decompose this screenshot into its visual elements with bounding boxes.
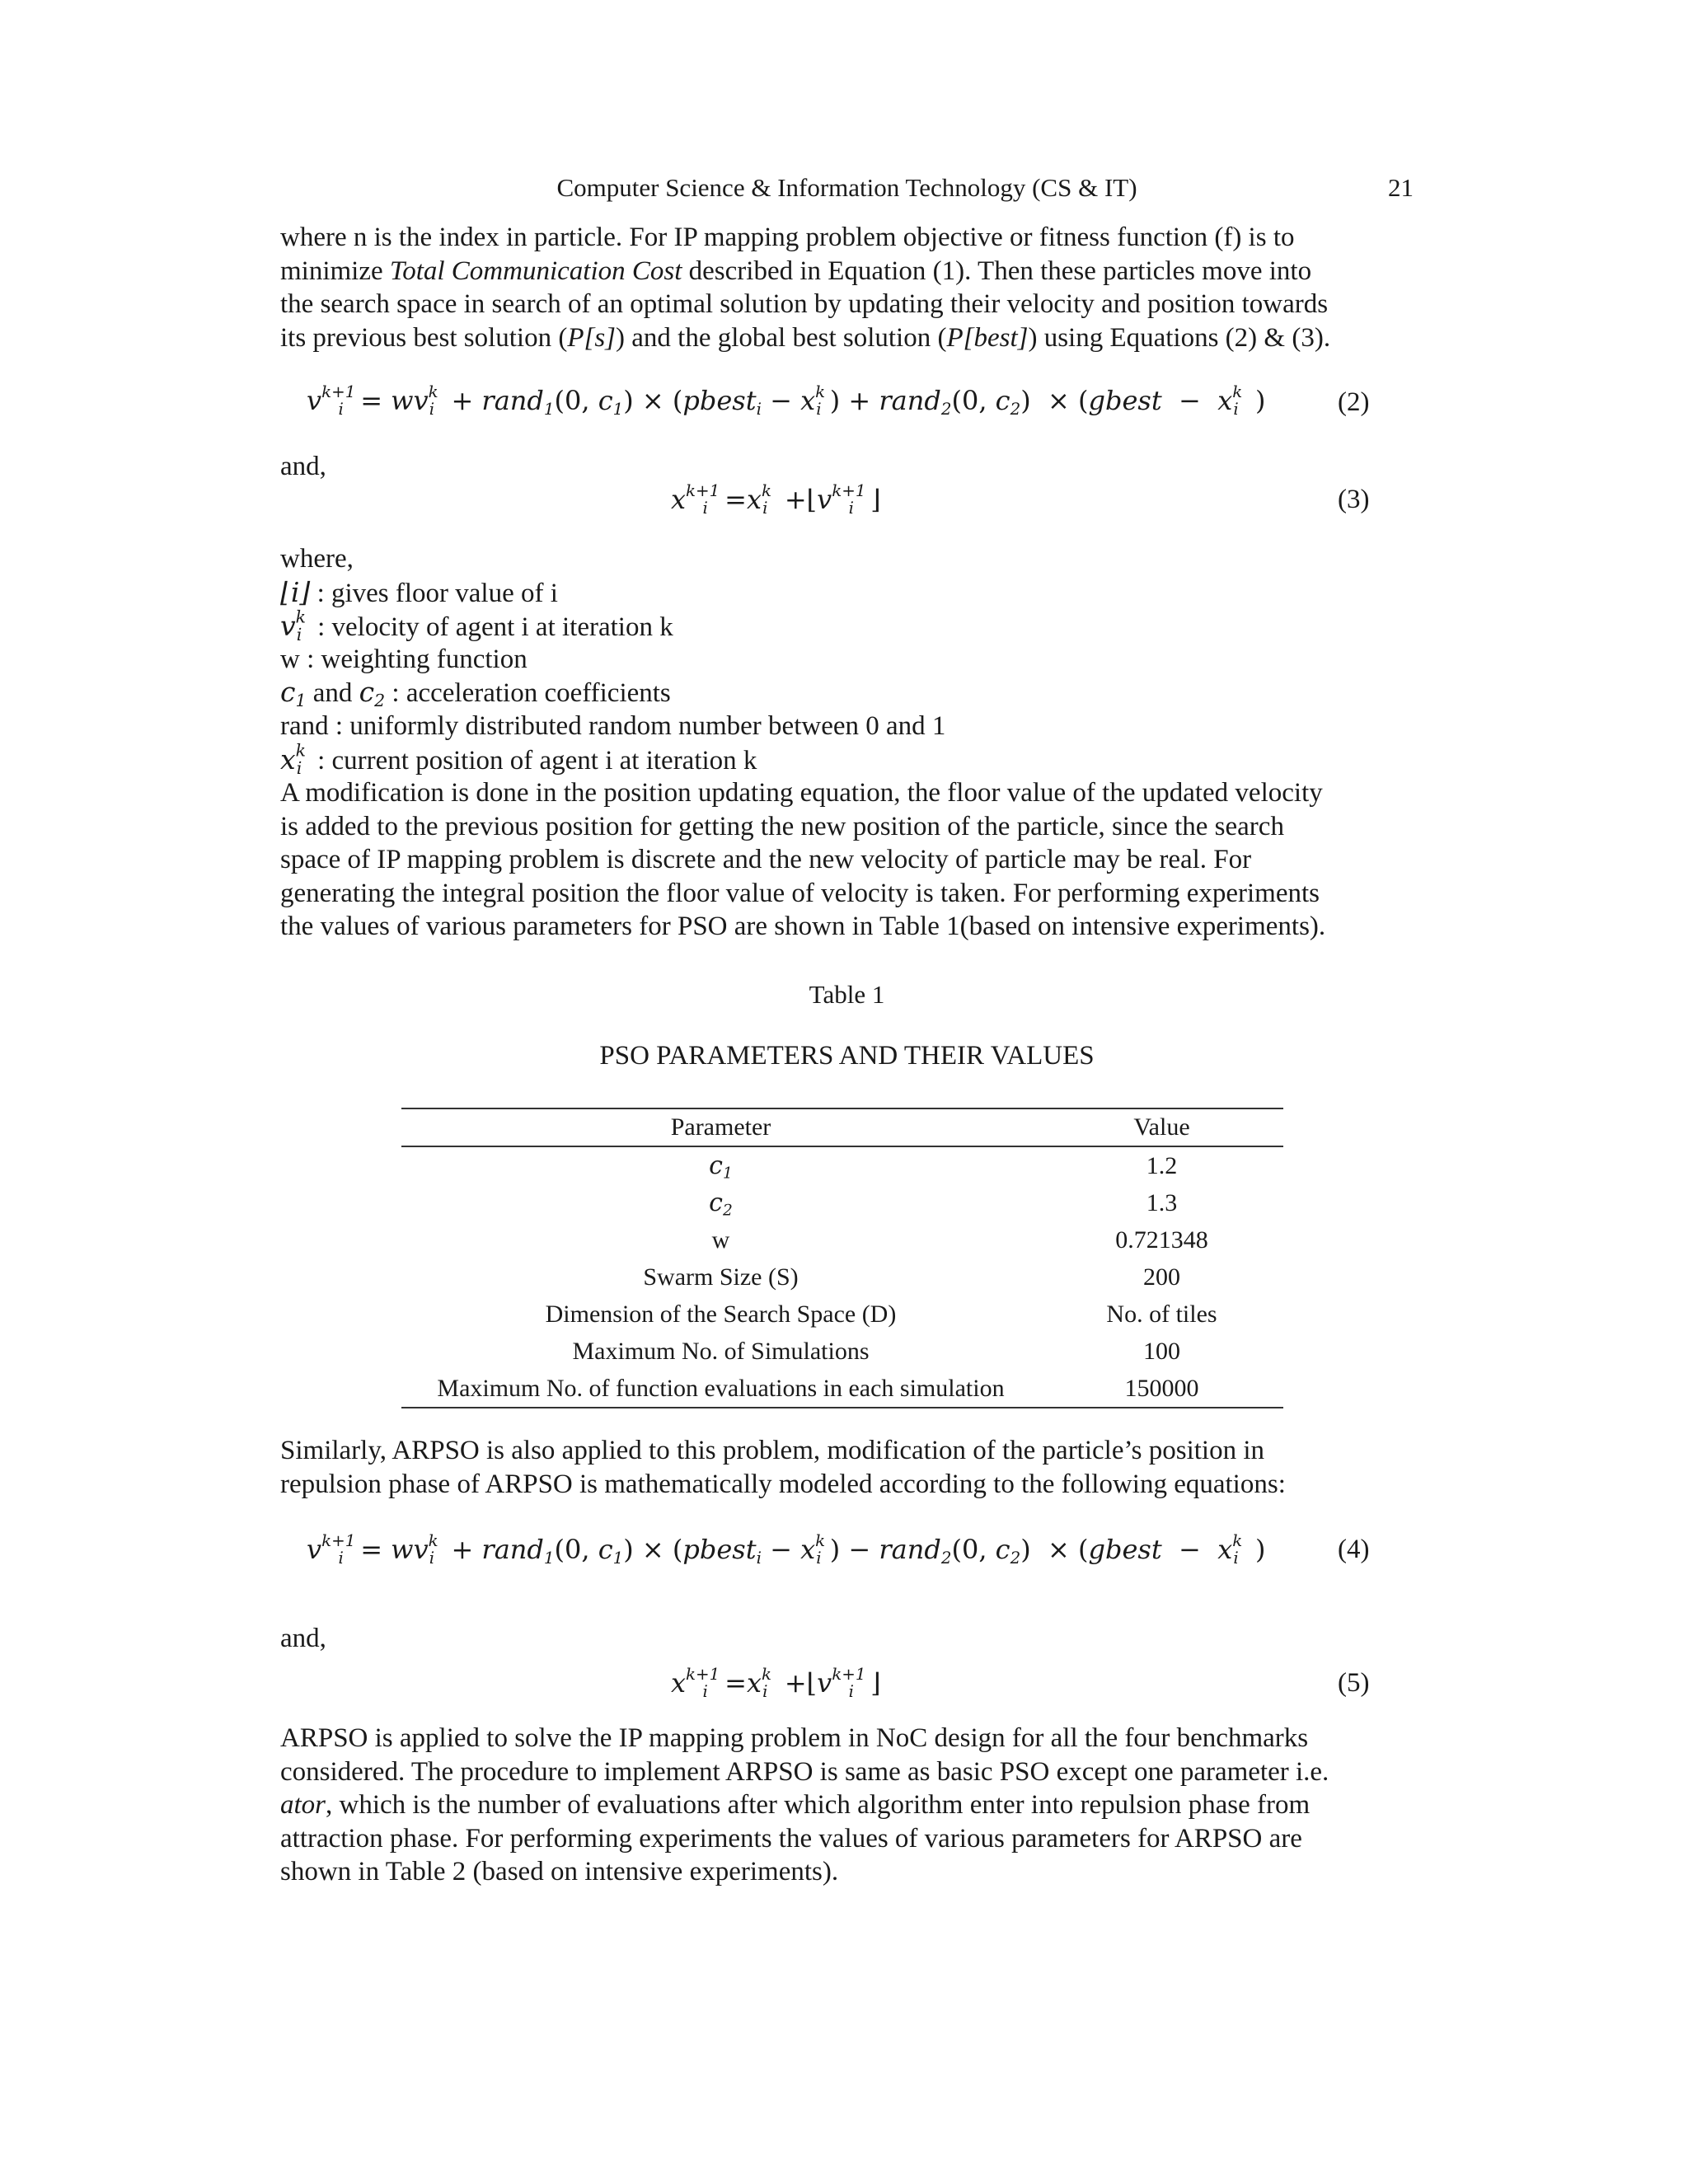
equation-2-velocity-update: $v^{k+1}_i = wv^k_i$ + rand$_1$(0, $c_1$) × (pbest$_i$ − $x^k_i$ ) + rand$_2$(0, $c_2$) × (gbest − $x^k_i$ ) <box>307 382 1266 419</box>
intro-line-4: its previous best solution (P[s]) and the global best solution (P[best]) using Equations (2) & (3). <box>280 322 1331 353</box>
value-cell: 1.2 <box>1146 1152 1178 1179</box>
param-c2: $c_2$ <box>709 1188 733 1220</box>
param-c1: $c_1$ <box>709 1151 733 1183</box>
floor-symbol: ⌊i⌋ <box>280 576 311 608</box>
equation-5-number: (5) <box>1338 1668 1370 1698</box>
where-rand-item: rand : uniformly distributed random number between 0 and 1 <box>280 711 946 741</box>
table-header-row <box>401 1108 1283 1146</box>
value-cell: 0.721348 <box>1115 1226 1208 1254</box>
where-velocity-item: $v^k_i$ : velocity of agent i at iteration k <box>280 607 673 645</box>
table-row <box>401 1370 1283 1408</box>
param-cell: Maximum No. of function evaluations in each simulation <box>401 1370 1040 1408</box>
equation-4-number: (4) <box>1338 1535 1370 1564</box>
value-cell: No. of tiles <box>1106 1301 1217 1328</box>
param-cell: w <box>711 1226 730 1254</box>
value-cell: 1.3 <box>1146 1189 1178 1216</box>
velocity-symbol: $v^k_i$ <box>280 607 307 645</box>
table-row <box>401 1333 1283 1370</box>
value-cell: 100 <box>1143 1338 1180 1365</box>
param-cell: Maximum No. of Simulations <box>572 1338 870 1365</box>
table-row <box>401 1221 1283 1258</box>
arpso-paragraph: Similarly, ARPSO is also applied to this problem, modification of the particle’s position in repulsion phase of ARPSO is mathematically modeled according to the following equations: <box>280 1436 1286 1499</box>
intro-line-2: minimize Total Communication Cost described in Equation (1). Then these particles move into <box>280 255 1312 286</box>
intro-line-1: where n is the index in particle. For IP mapping problem objective or fitness function (f) is to <box>280 223 1295 252</box>
value-cell: 150000 <box>1040 1370 1283 1408</box>
equation-3-number: (3) <box>1338 485 1370 514</box>
intro-paragraph <box>280 221 1414 354</box>
emphasis-total-communication-cost: Total Communication Cost <box>389 255 682 286</box>
page-number: 21 <box>1388 173 1414 202</box>
pso-parameters-table <box>401 1108 1283 1408</box>
modification-paragraph: A modification is done in the position updating equation, the floor value of the updated velocity is added to the previous position for getting the new position of the particle, since the search space of IP mapping problem is discrete and the new velocity of particle may be real. For generating the integral position the floor value of velocity is taken. For performing experiments the values of various parameters for PSO are shown in Table 1(based on intensive experiments). <box>280 778 1326 941</box>
equation-3-position-update: $x^{k+1}_i =x^k_i$ $+⌊v^{k+1}_i$ ⌋ <box>671 481 881 518</box>
where-floor-item: ⌊i⌋ : gives floor value of i <box>280 576 558 608</box>
table-row <box>401 1296 1283 1333</box>
table-1-title: PSO PARAMETERS AND THEIR VALUES <box>599 1041 1095 1071</box>
table-row <box>401 1184 1283 1221</box>
where-coefficients-item: $c_1$ and $c_2$ : acceleration coefficients <box>280 676 671 711</box>
table-1-label: Table 1 <box>809 980 885 1009</box>
intro-line-3: the search space in search of an optimal solution by updating their velocity and position towards <box>280 289 1329 319</box>
final-paragraph: ARPSO is applied to solve the IP mapping problem in NoC design for all the four benchmarks considered. The procedure to implement ARPSO is same as basic PSO except one parameter i.e. ator, which is the number of evaluations after which algorithm enter into repulsion phase from attraction phase. For performing experiments the values of various parameters for ARPSO are shown in Table 2 (based on intensive experiments). <box>280 1723 1329 1886</box>
and-label-1: and, <box>280 452 326 481</box>
equation-4-velocity-repulsion: $v^{k+1}_i = wv^k_i$ + rand$_1$(0, $c_1$) × (pbest$_i$ − $x^k_i$ ) − rand$_2$(0, $c_2$) × (gbest − $x^k_i$ ) <box>307 1531 1266 1568</box>
where-label: where, <box>280 544 354 574</box>
column-header-parameter: Parameter <box>401 1108 1040 1146</box>
c2-symbol: $c_2$ <box>359 676 386 711</box>
where-position-item: $x^k_i$ : current position of agent i at iteration k <box>280 740 757 779</box>
c1-symbol: $c_1$ <box>280 676 307 711</box>
value-cell: 200 <box>1143 1263 1180 1291</box>
journal-title: Computer Science & Information Technology (CS & IT) <box>556 173 1137 202</box>
param-cell: Swarm Size (S) <box>643 1263 799 1291</box>
table-row <box>401 1146 1283 1184</box>
emphasis-ator: ator <box>280 1790 326 1820</box>
where-weight-item: w : weighting function <box>280 644 528 674</box>
position-symbol: $x^k_i$ <box>280 740 307 779</box>
and-label-2: and, <box>280 1624 326 1653</box>
column-header-value: Value <box>1040 1108 1283 1146</box>
equation-5-position-update: $x^{k+1}_i =x^k_i$ $+⌊v^{k+1}_i$ ⌋ <box>671 1665 881 1701</box>
table-row <box>401 1258 1283 1296</box>
equation-2-number: (2) <box>1338 387 1370 417</box>
param-cell: Dimension of the Search Space (D) <box>545 1301 897 1328</box>
